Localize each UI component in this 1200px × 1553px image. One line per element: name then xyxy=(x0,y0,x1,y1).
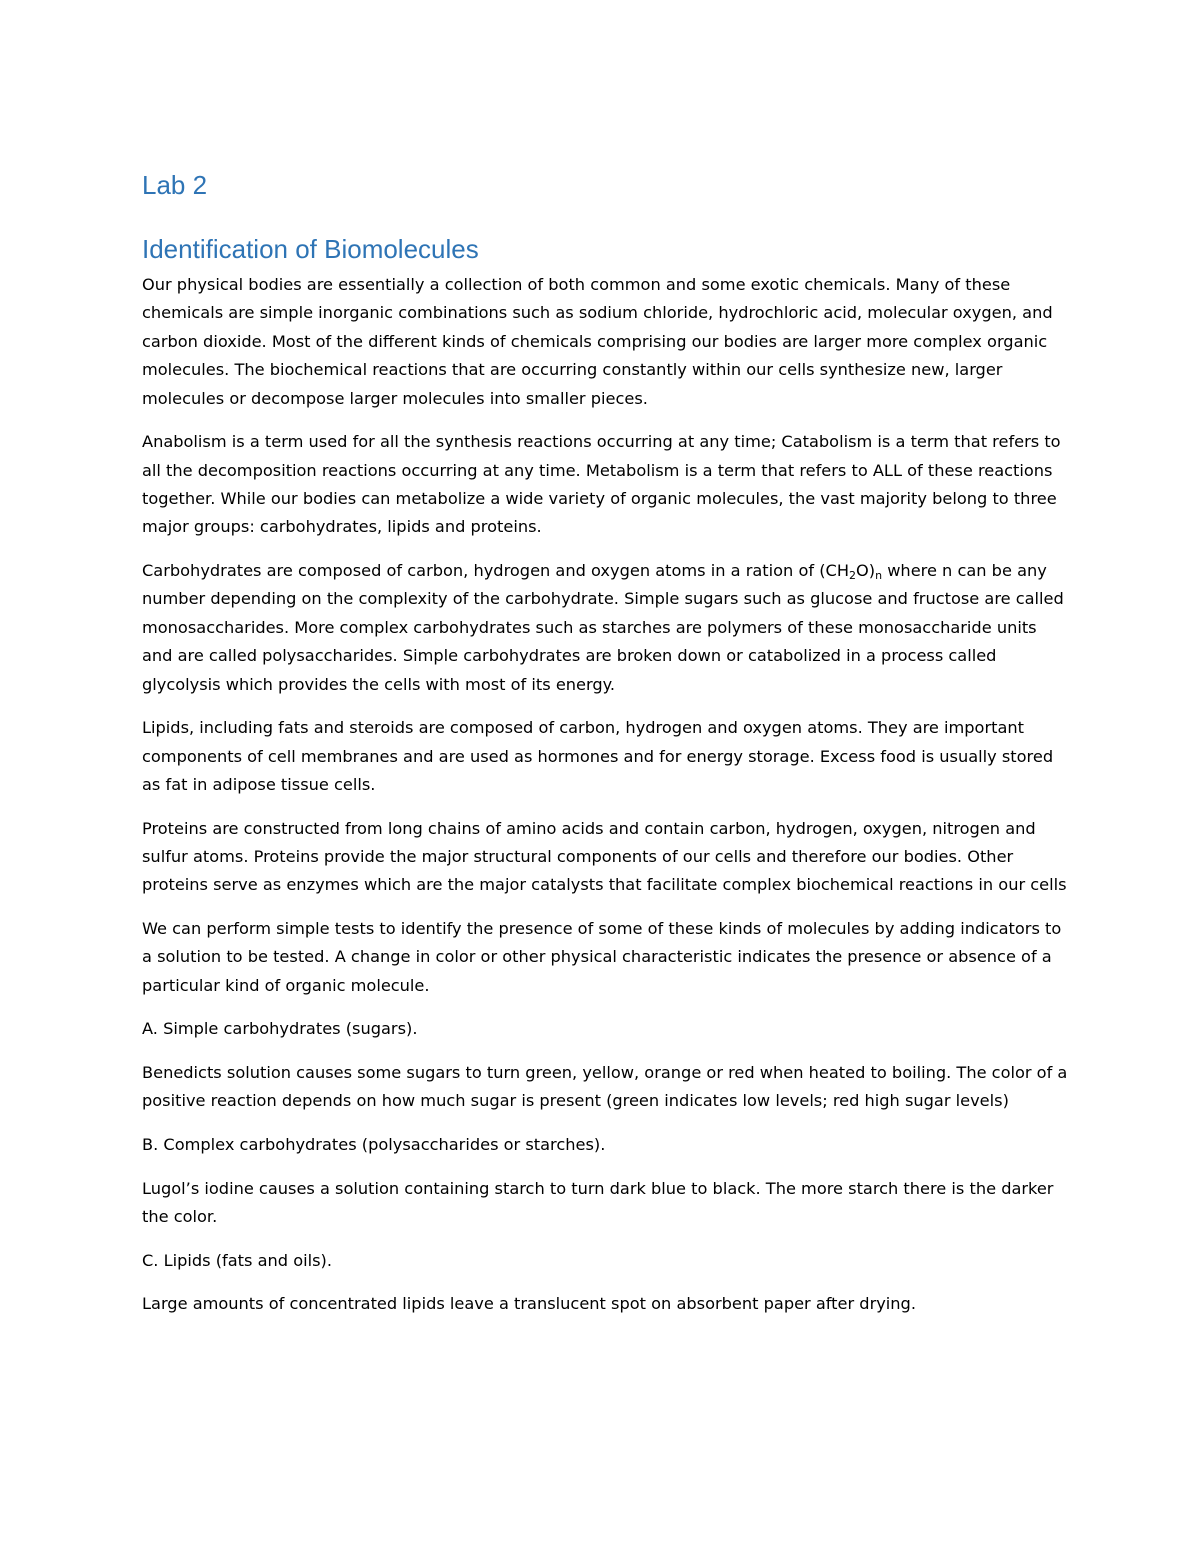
benedicts-paragraph: Benedicts solution causes some sugars to turn green, yellow, orange or red when heated to boiling. The color of a positive reaction depends on how much sugar is present (green indicates low levels; red high sugar levels) xyxy=(142,1063,1068,1111)
document-subtitle: Identification of Biomolecules xyxy=(142,234,479,264)
document-title: Lab 2 xyxy=(142,170,208,200)
carbohydrates-paragraph xyxy=(142,557,1070,699)
carbohydrates-text-end: where n can be any number depending on the complexity of the carbohydrate. Simple sugars such as glucose and fructose are called monosaccharides. More complex carbohydrates such as starches are polymers of these monosaccharide units and are called polysaccharides. Simple carbohydrates are broken down or catabolized in a process called glycolysis which provides the cells with most of its energy. xyxy=(142,561,1064,694)
tests-paragraph: We can perform simple tests to identify the presence of some of these kinds of molecules by adding indicators to a solution to be tested. A change in color or other physical characteristic indicates the presence or absence of a particular kind of organic molecule. xyxy=(142,919,1062,995)
proteins-paragraph: Proteins are constructed from long chains of amino acids and contain carbon, hydrogen, oxygen, nitrogen and sulfur atoms. Proteins provide the major structural components of our cells and therefore our bodies. Other proteins serve as enzymes which are the major catalysts that facilitate complex biochemical reactions in our cells xyxy=(142,818,1067,895)
formula-subscript-n: n xyxy=(875,569,883,583)
intro-paragraph: Our physical bodies are essentially a collection of both common and some exotic chemicals. Many of these chemicals are simple inorganic combinations such as sodium chloride, hydrochloric acid, molecular oxygen, and carbon dioxide. Most of the different kinds of chemicals comprising our bodies are larger more complex organic molecules. The biochemical reactions that are occurring constantly within our cells synthesize new, larger molecules or decompose larger molecules into smaller pieces. xyxy=(142,275,1053,408)
section-b-heading: B. Complex carbohydrates (polysaccharides or starches). xyxy=(142,1135,606,1155)
document-page xyxy=(142,165,1070,1334)
lipids-paragraph: Lipids, including fats and steroids are composed of carbon, hydrogen and oxygen atoms. They are important components of cell membranes and are used as hormones and for energy storage. Excess food is usually stored as fat in adipose tissue cells. xyxy=(142,718,1054,795)
carbohydrates-text-start: Carbohydrates are composed of carbon, hydrogen and oxygen atoms in a ration of (CH xyxy=(142,561,849,581)
lipid-test-paragraph: Large amounts of concentrated lipids leave a translucent spot on absorbent paper after drying. xyxy=(142,1294,916,1314)
carbohydrates-text-formula: O) xyxy=(856,561,876,581)
section-c-heading: C. Lipids (fats and oils). xyxy=(142,1250,332,1270)
section-a-heading: A. Simple carbohydrates (sugars). xyxy=(142,1019,418,1039)
metabolism-paragraph: Anabolism is a term used for all the synthesis reactions occurring at any time; Catabolism is a term that refers to all the decomposition reactions occurring at any time. Metabolism is a term that refers to ALL of these reactions together. While our bodies can metabolize a wide variety of organic molecules, the vast majority belong to three major groups: carbohydrates, lipids and proteins. xyxy=(142,432,1061,537)
formula-subscript-2: 2 xyxy=(849,569,856,583)
lugols-paragraph: Lugol’s iodine causes a solution containing starch to turn dark blue to black. The more starch there is the darker the color. xyxy=(142,1178,1054,1227)
